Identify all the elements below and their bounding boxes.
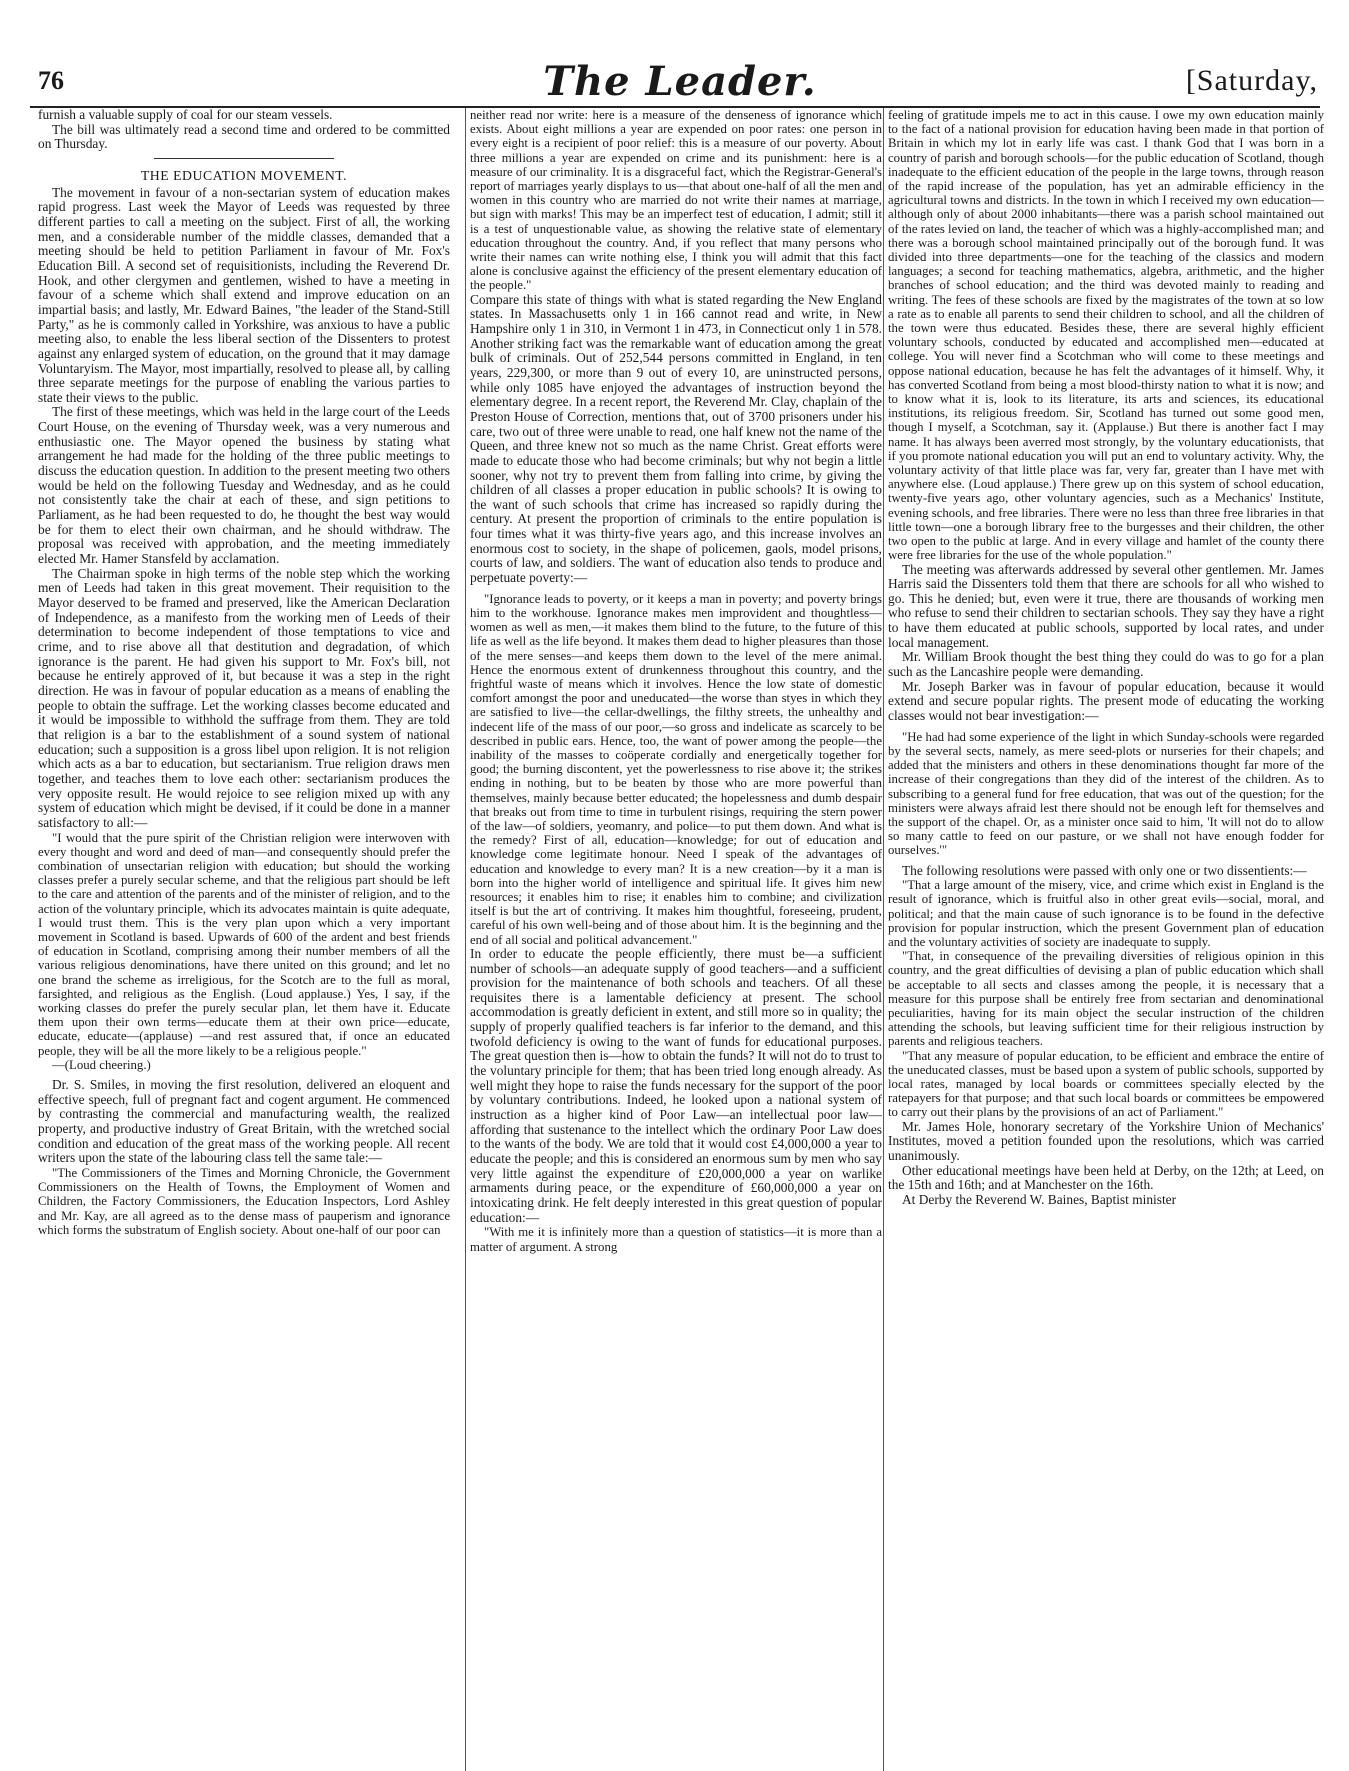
quotation: "He had had some experience of the light in which Sunday-schools were regarded by the several sects, namely, as mere seed-plots or nurseries for their chapels; and added that the ministers and others in these denominations thought far more of the increase of their congregations than they did of the interest of the children. As to subscribing to a general fund for free education, that was out of the question; for the ministers were always afraid lest there should not be enough left for themselves and the support of the chapel. Or, as a minister once said to him, 'It will not do to allow so many cattle to feed on our pasture, or we shall not have enough fodder for ourselves.'" xyxy=(888,729,1324,858)
quotation-end: —(Loud cheering.) xyxy=(52,1057,151,1072)
paragraph: Compare this state of things with what is stated regarding the New England states. In Massachusetts only 1 in 166 cannot read and write, in New Hampshire only 1 in 310, in Vermont 1 in 473, in Connecticut only 1 in 578. Another striking fact was the remarkable want of education among the great bulk of criminals. Out of 252,544 persons committed in England, in ten years, 229,300, or more than 9 out of every 10, are uninstructed persons, while only 1085 have enjoyed the advantages of instruction beyond the elementary degree. In a recent report, the Reverend Mr. Clay, chaplain of the Preston House of Correction, mentions that, out of 3700 prisoners under his care, two out of three were unable to read, one half knew not the name of the Queen, and three knew not so much as the name Christ. Great efforts were made to educate those who had become criminals; but why not begin a little sooner, why not try to prevent them from falling into crime, by giving the children of all classes a proper education in public schools? It is owing to the want of such schools that crime has increased so rapidly during the century. At present the proportion of criminals to the entire population is four times what it was thirty-five years ago, and this increase involves an enormous cost to society, in the shape of policemen, gaols, model prisons, courts of law, and soldiers. The want of education also tends to produce and perpetuate poverty:— xyxy=(470,291,882,586)
quotation: "Ignorance leads to poverty, or it keeps a man in poverty; and poverty brings him to the workhouse. Ignorance makes men improvident and thoughtless—women as well as men,—it makes them blind to the future, to the future of this life as well as the life beyond. It makes them dead to higher pleasures than those of the mere senses—and keeps them down to the level of the mere animal. Hence the enormous extent of drunkenness throughout this country, and the frightful waste of means which it involves. Hence the low state of domestic comfort amongst the poor and uneducated—the worse than styes in which they are satisfied to live—the cellar-dwellings, the filthy streets, the unhealthy and indecent life of the mass of our poor,—so gross and indelicate as scarcely to be described in public ears. Hence, too, the want of power among the people—the inability of the masses to coöperate cordially and energetically together for good; the burning discontent, yet the powerlessness to rise above it; the strikes ending in nothing, but to be beaten by those who are more powerful than themselves, mainly because better educated; the hopelessness and dumb despair that breaks out from time to time in turbulent risings, requiring the stern power of the law—of soldiers, yeomanry, and police—to put them down. And what is the remedy? First of all, education—knowledge; for out of education and knowledge come legitimate honour. Need I speak of the advantages of education and knowledge to every man? It is a new creation—by it a man is born into the higher world of intelligence and spiritual life. It gives him new resources; it enables him to rise; it enables him to combine; and civilization itself is but the art of contriving. It makes him thoughtful, foreseeing, prudent, careful of his own well-being and of those about him. It is the beginning and the end of all social and political advancement." xyxy=(470,591,882,947)
newspaper-title: The Leader. xyxy=(543,58,817,105)
quotation: "With me it is infinitely more than a question of statistics—it is more than a matter of argument. A strong xyxy=(470,1225,882,1254)
page-number: 76 xyxy=(38,66,64,95)
resolution: "That a large amount of the misery, vice, and crime which exist in England is the result of ignorance, which is fruitful also in other great evils—social, moral, and political; and that the main cause of such ignorance is to be found in the defective provision for popular instruction, which the present Government plan of education and the voluntary activities of society are inadequate to supply. xyxy=(888,878,1324,950)
issue-day: [Saturday, xyxy=(1185,64,1318,97)
column-1 xyxy=(38,108,450,1771)
paragraph: The bill was ultimately read a second time and ordered to be committed on Thursday. xyxy=(38,121,450,152)
paragraph: Mr. Joseph Barker was in favour of popular education, because it would extend and secure popular rights. The present mode of educating the working classes would not bear investigation:— xyxy=(888,678,1324,724)
paragraph: Mr. James Hole, honorary secretary of the Yorkshire Union of Mechanics' Institutes, moved a petition founded upon the resolutions, which was carried unanimously. xyxy=(888,1118,1324,1163)
section-heading: THE EDUCATION MOVEMENT. xyxy=(140,167,348,183)
paragraph: furnish a valuable supply of coal for our steam vessels. xyxy=(38,108,333,122)
column-3 xyxy=(883,108,1324,1771)
paragraph: The first of these meetings, which was held in the large court of the Leeds Court House, on the evening of Thursday week, was a very numerous and enthusiastic one. The Mayor opened the business by stating what arrangement he had made for the holding of the three public meetings to discuss the education question. In addition to the present meeting two others would be held on the following Tuesday and Wednesday, and as he could not consistently take the chair at each of these, and sign petitions to Parliament, as he had been requested to do, he thought the best way would be for them to elect their own chairman, and he should withdraw. The proposal was received with approbation, and the meeting immediately elected Mr. Hamer Stansfeld by acclamation. xyxy=(38,404,450,567)
paragraph: At Derby the Reverend W. Baines, Baptist minister xyxy=(902,1191,1177,1207)
paragraph: The Chairman spoke in high terms of the noble step which the working men of Leeds had taken in this great movement. Their requisition to the Mayor deserved to be framed and preserved, like the American Declaration of Independence, as a manifesto from the working men of Leeds of their determination to become independent of those temptations to vice and crime, and to rise above all that destitution and degradation, of which ignorance is the parent. He had given his support to Mr. Fox's bill, not because he entirely approved of it, but because it was a step in the right direction. He was in favour of popular education as a means of enabling the people to obtain the suffrage. Let the working classes become educated and it would be impossible to withhold the suffrage from them. They are told that religion is a bar to the establishment of a sound system of national education; such a supposition is a gross libel upon religion. It is not religion which acts as a bar to education, but sectarianism. True religion draws men together, and teaches them to love each other: sectarianism produces the very opposite result. He would rejoice to see religion mixed up with any system of education which might be devised, if it could be done in a manner satisfactory to all:— xyxy=(38,565,450,830)
section-divider xyxy=(154,158,334,159)
masthead xyxy=(30,58,1330,108)
quotation: "The Commissioners of the Times and Morning Chronicle, the Government Commissioners on the Health of Towns, the Employment of Women and Children, the Factory Commissioners, the Education Inspectors, Lord Ashley and Mr. Kay, are all agreed as to the dense mass of pauperism and ignorance which forms the substratum of English society. About one-half of our poor can xyxy=(38,1165,450,1237)
resolution: "That, in consequence of the prevailing diversities of religious opinion in this country, and the great difficulties of devising a plan of public education which shall be acceptable to all sects and classes among the people, it is necessary that a measure for this purpose shall be entirely free from sectarian and denominational peculiarities, having for its main object the secular instruction of the children attending the schools, but leaving sufficient time for their religious instruction by parents and religious teachers. xyxy=(888,949,1324,1049)
paragraph: The following resolutions were passed with only one or two dissentients:— xyxy=(902,862,1307,878)
quotation: feeling of gratitude impels me to act in this cause. I owe my own education mainly to the fact of a national provision for education having been made in that portion of Britain in which my lot in early life was cast. I thank God that I was born in a country of parish and borough schools—for the public education of Scotland, though inadequate to the efficient education of the people in the large towns, through reason of the rapid increase of the population, has yet an admirable efficiency in the agricultural towns and districts. In the town in which I received my own education—although only of about 2000 inhabitants—there was a parish school maintained out of the rates levied on land, the teacher of which was a highly-accomplished man; and there was a borough school maintained principally out of the borough fund. It was divided into three departments—one for the teaching of the classics and modern languages; a second for teaching mathematics, algebra, arithmetic, and the higher branches of school education; and the third was devoted mainly to reading and writing. The fees of these schools are fixed by the magistrates of the town at so low a rate as to enable all parents to send their children to school, and all the children of the town were thus educated. Besides these, there are several highly efficient voluntary schools, conducted by educated and accomplished men—educated at college. You will never find a Scotchman who will come to these meetings and oppose national education, because he has felt the advantages of it himself. Why, it has converted Scotland from being a most blood-thirsty nation to what it is now; and to know what it is, look to its literature, its arts and sciences, its educational institutions, its religious freedom. Sir, Scotland has turned out some good men, though I myself, a Scotchman, say it. (Applause.) But there is another fact I may name. It has always been averred most strongly, by the voluntary educationists, that if you promote national education you will put an end to voluntary activity. Why, the voluntary activity of that little place was far, very far, greater than I have met with anywhere else. (Loud applause.) There grew up on this system of school education, twenty-five years ago, other voluntary agencies, such as a Mechanics' Institute, evening schools, and free libraries. There were no less than three free libraries in that little town—one a borough library free to the burgesses and their children, the other two open to the public at large. And in every village and hamlet of the county there were free libraries for the use of the whole population." xyxy=(888,108,1324,563)
quotation: neither read nor write: here is a measure of the denseness of ignorance which exists. About eight millions a year are expended on poor rates: one person in every eight is a recipient of poor relief: this is a measure of our poverty. About three millions a year are expended on crime and its punishment: here is a measure of our criminality. It is a disgraceful fact, which the Registrar-General's report of marriages yearly displays to us—that about one-half of all the men and women in this country who are married do not write their names at marriage, but sign with marks! This may be an imperfect test of education, I admit; still it is a test of unquestionable value, as showing the relative state of elementary education throughout the country. And, if you reflect that many persons who write their names can write nothing else, I think you will admit that this fact alone is conclusive against the efficiency of the present elementary education of the people." xyxy=(470,108,882,293)
paragraph: Dr. S. Smiles, in moving the first resolution, delivered an eloquent and effective speech, full of pregnant fact and cogent argument. He commenced by contrasting the commercial and manufacturing wealth, the realized property, and productive industry of Great Britain, with the wretched social condition and education of the great mass of the working people. All recent writers upon the state of the labouring class tell the same tale:— xyxy=(38,1076,450,1166)
quotation: "I would that the pure spirit of the Christian religion were interwoven with every thought and word and deed of man—and consequently should prefer the combination of unsectarian religion with education; but should the working classes prefer a purely secular scheme, and that the religious part should be left to the care and attention of the parents and of the minister of religion, and to the action of the voluntary principle, which its advocates maintain is quite adequate, I would trust them. This is the very plan upon which a very important movement in Scotland is based. Upwards of 600 of the ardent and best friends of education in Scotland, comprising among their number members of all the various religious denominations, have there united on this ground; and let no one brand the scheme as irreligious, for the Scotch are to the full as moral, farsighted, and religious as the English. (Loud applause.) Yes, I say, if the working classes do prefer the purely secular plan, let them have it. Educate them upon their own terms—educate them at their own price—educate, educate, educate—(applause) —and rest assured that, if once an educated people, they will be all the more likely to be a religious people." xyxy=(38,830,450,1058)
paragraph: Mr. William Brook thought the best thing they could do was to go for a plan such as the Lancashire people were demanding. xyxy=(888,649,1324,680)
paragraph: The meeting was afterwards addressed by several other gentlemen. Mr. James Harris said the Dissenters told them that there are schools for all who wished to go. This he denied; but, even were it true, there are thousands of working men who refuse to send their children to sectarian schools. They say they have a right to have them educated at public schools, supported by local rates, and under local management. xyxy=(888,561,1324,650)
paragraph: In order to educate the people efficiently, there must be—a sufficient number of schools—an adequate supply of good teachers—and a sufficient provision for the maintenance of both schools and teachers. Of all these requisites there is a lamentable deficiency at present. The school accommodation is greatly deficient in extent, and still more so in quality; the supply of properly qualified teachers is far inferior to the demand, and this twofold deficiency is owing to the want of funds for educational purposes. The great question then is—how to obtain the funds? It will not do to trust to the voluntary principle for them; that has been tried long enough already. As well might they hope to raise the funds necessary for the support of the poor by voluntary contributions. Indeed, he looked upon a national system of instruction as a higher kind of Poor Law—an intellectual poor law—affording that sustenance to the intellect which the ordinary Poor Law does to the wants of the body. We are told that it would cost £4,000,000 a year to educate the people; and this is considered an enormous sum by men who say very little against the expenditure of £20,000,000 a year on warlike armaments during peace, or the expenditure of £60,000,000 a year on intoxicating drink. He felt deeply interested in this great question of popular education:— xyxy=(470,945,882,1225)
paragraph: Other educational meetings have been held at Derby, on the 12th; at Leed, on the 15th and 16th; and at Manchester on the 16th. xyxy=(888,1162,1324,1193)
resolution: "That any measure of popular education, to be efficient and embrace the entire of the uneducated classes, must be based upon a system of public schools, supported by local rates, managed by local boards or committees specially elected by the ratepayers for that purpose; and that such local boards or committees be empowered to carry out their plans by the provisions of an act of Parliament." xyxy=(888,1048,1324,1120)
column-2 xyxy=(465,108,882,1771)
paragraph: The movement in favour of a non-sectarian system of education makes rapid progress. Last week the Mayor of Leeds was requested by three different parties to call a meeting on the subject. First of all, the working men, and a considerable number of the middle classes, demanded that a meeting should be held to petition Parliament in favour of Mr. Fox's Education Bill. A second set of requisitionists, including the Reverend Dr. Hook, and other clergymen and gentlemen, wished to have a meeting in favour of a scheme which shall extend and improve education on an impartial basis; and lastly, Mr. Edward Baines, "the leader of the Stand-Still Party," as he is commonly called in Yorkshire, was anxious to have a public meeting also, to enable the less liberal section of the Dissenters to protest against any enlarged system of education, on the ground that it may damage Voluntaryism. The Mayor, most impartially, resolved to please all, by calling three separate meetings for the purpose of enabling the various parties to state their views to the public. xyxy=(38,184,450,405)
